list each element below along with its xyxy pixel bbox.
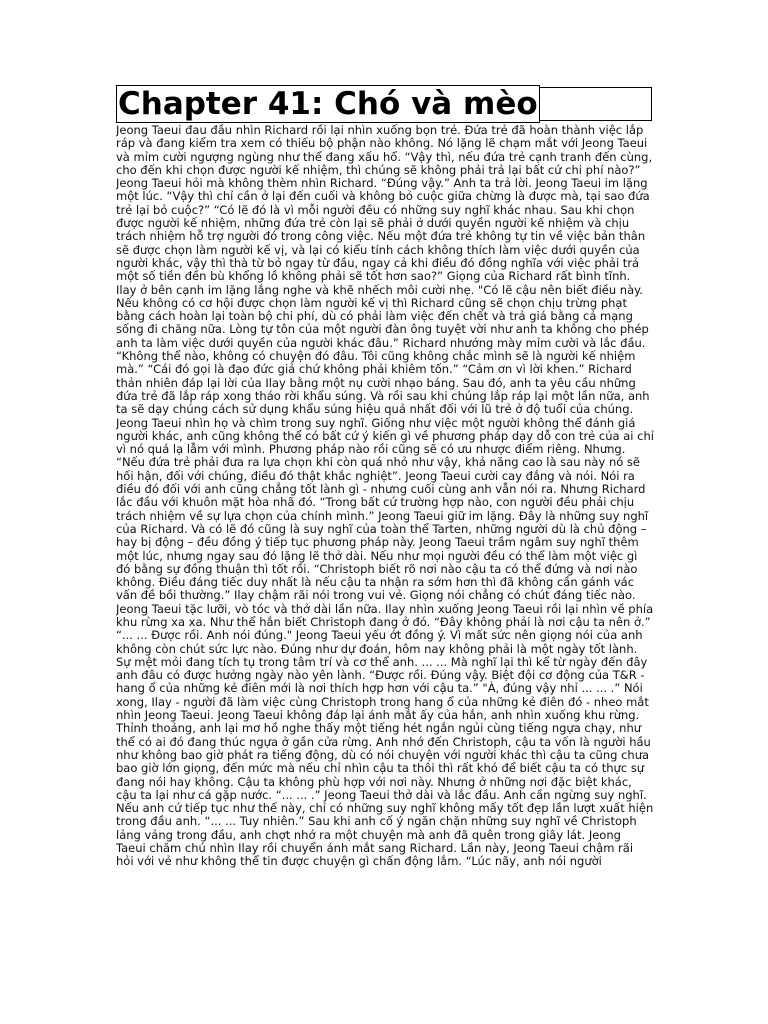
chapter-body-text: Jeong Taeui đau đầu nhìn Richard rồi lại nhìn xuống bọn trẻ. Đứa trẻ đã hoàn thành việc lắp ráp và đang kiểm tra xem có thiếu bộ phận nào không. Nó lặng lẽ chạm mắt với Jeong Taeui và mỉm cười ngượng ngùng như thể đang xấu hổ. “Vậy thì, nếu đứa trẻ cạnh tranh đến cùng, cho đến khi chọn được người kế nhiệm, thì chúng sẽ không phải trả lại bất cứ chi phí nào?” Jeong Taeui hỏi mà không thèm nhìn Richard. “Đúng vậy.” Anh ta trả lời. Jeong Taeui im lặng một lúc. “Vậy thì chỉ cần ở lại đến cuối và không bỏ cuộc giữa chừng là được mà, tại sao đứa trẻ lại bỏ cuộc?” “Có lẽ đó là vì mỗi người đều có những suy nghĩ khác nhau. Sau khi chọn được người kế nhiệm, những đứa trẻ còn lại sẽ phải ở dưới quyền người kế nhiệm và chịu trách nhiệm hỗ trợ người đó trong công việc. Nếu một đứa trẻ không tự tin về việc bản thân sẽ được chọn làm người kế vị, và lại có kiểu tính cách không thích làm việc dưới quyền của người khác, vậy thì thà từ bỏ ngay từ đầu, ngay cả khi điều đó đồng nghĩa với việc phải trả một số tiền đền bù khổng lồ không phải sẽ tốt hơn sao?” Giọng của Richard rất bình tĩnh. Ilay ở bên cạnh im lặng lắng nghe và khẽ nhếch môi cười nhẹ. "Có lẽ cậu nên biết điều này. Nếu không có cơ hội được chọn làm người kế vị thì Richard cũng sẽ chọn chịu trừng phạt bằng cách hoàn lại toàn bộ chi phí, dù có phải làm việc đến chết và trả giá bằng cả mạng sống đi chăng nữa. Lòng tự tôn của một người đàn ông tuyệt vời như anh ta không cho phép anh ta làm việc dưới quyền của người khác đâu.” Richard nhướng mày mỉm cười và lắc đầu. “Không thể nào, không có chuyện đó đâu. Tôi cũng không chắc mình sẽ là người kế nhiệm mà.” “Cái đó gọi là đạo đức giả chứ không phải khiêm tốn.” “Cảm ơn vì lời khen.” Richard thản nhiên đáp lại lời của Ilay bằng một nụ cười nhạo báng. Sau đó, anh ta yêu cầu những đứa trẻ đã lắp ráp xong tháo rời khẩu súng. Và rồi sau khi chúng lắp ráp lại một lần nữa, anh ta sẽ dạy chúng cách sử dụng khẩu súng hiệu quả nhất đối với lũ trẻ ở độ tuổi của chúng. Jeong Taeui nhìn họ và chìm trong suy nghĩ. Giống như việc một người không thể đánh giá người khác, anh cũng không thể có bất cứ ý kiến gì về phương pháp dạy dỗ con trẻ của ai chỉ vì nó quá lạ lẫm với mình. Phương pháp nào rồi cũng sẽ có ưu nhược điểm riêng. Nhưng. “Nếu đứa trẻ phải đưa ra lựa chọn khi còn quá nhỏ như vậy, khả năng cao là sau này nó sẽ hối hận, đối với chúng, điều đó thật khắc nghiệt”. Jeong Taeui cười cay đắng và nói. Nói ra điều đó đối với anh cũng chẳng tốt lành gì - nhưng cuối cùng anh vẫn nói ra. Nhưng Richard lắc đầu với khuôn mặt hòa nhã đó. “Trong bất cứ trường hợp nào, con người đều phải chịu trách nhiệm về sự lựa chọn của chính mình.” Jeong Taeui giữ im lặng. Đây là những suy nghĩ của Richard. Và có lẽ đó cũng là suy nghĩ của toàn thể Tarten, những người dù là chủ động – hay bị động – đều đồng ý tiếp tục phương pháp này. Jeong Taeui trầm ngâm suy nghĩ thêm một lúc, nhưng ngay sau đó lặng lẽ thở dài. Nếu như mọi người đều có thể làm một việc gì đó bằng sự đồng thuận thì tốt rồi. “Christoph biết rõ nơi nào cậu ta có thể đứng và nơi nào không. Điều đáng tiếc duy nhất là nếu cậu ta nhận ra sớm hơn thì đã không cần gánh vác vấn đề bồi thường.” Ilay chậm rãi nói trong vui vẻ. Giọng nói chẳng có chút đáng tiếc nào. Jeong Taeui tặc lưỡi, vò tóc và thở dài lần nữa. Ilay nhìn xuống Jeong Taeui rồi lại nhìn về phía khu rừng xa xa. Như thể hắn biết Christoph đang ở đó. “Đây không phải là nơi cậu ta nên ở.” “... ... Được rồi. Anh nói đúng." Jeong Taeui yếu ớt đồng ý. Vì mất sức nên giọng nói của anh không còn chút sức lực nào. Đúng như dự đoán, hôm nay không phải là một ngày tốt lành. Sự mệt mỏi đang tích tụ trong tâm trí và cơ thể anh. ... ... Mà nghĩ lại thì kể từ ngày đến đây anh đâu có được hưởng ngày nào yên lành. “Được rồi. Đúng vậy. Biệt đội cơ động của T&R - hang ổ của những kẻ điên mới là nơi thích hợp hơn với cậu ta.” "À, đúng vậy nhỉ ... ... .” Nói xong, Ilay - người đã làm việc cùng Christoph trong hang ổ của những kẻ điên đó - nheo mắt nhìn Jeong Taeui. Jeong Taeui không đáp lại ánh mắt ấy của hắn, anh nhìn xuống khu rừng. Thỉnh thoảng, anh lại mơ hồ nghe thấy một tiếng hét ngắn ngủi cùng tiếng ngựa chạy, như thể có ai đó đang thúc ngựa ở gần cửa rừng. Anh nhớ đến Christoph, cậu ta vốn là người hầu như không bao giờ phát ra tiếng động, dù có nói chuyện với người khác thì cậu ta cũng chưa bao giờ lớn giọng, đến mức mà nếu chỉ nhìn cậu ta thôi thì rất khó để biết cậu ta có thực sự đang nói hay không. Cậu ta không phù hợp với nơi này. Nhưng ở những nơi đặc biệt khác, cậu ta lại như cá gặp nước. “... ... .” Jeong Taeui thở dài và lắc đầu. Anh cần ngừng suy nghĩ. Nếu anh cứ tiếp tục như thế này, chỉ có những suy nghĩ không mấy tốt đẹp lần lượt xuất hiện trong đầu anh. “... ... Tuy nhiên.” Sau khi anh cố ý ngăn chặn những suy nghĩ về Christoph lảng vảng trong đầu, anh chợt nhớ ra một chuyện mà anh đã quên trong giây lát. Jeong Taeui chăm chú nhìn Ilay rồi chuyển ánh mắt sang Richard. Lần này, Jeong Taeui chậm rãi hỏi với vẻ như không thể tin được chuyện gì chấn động lắm. “Lúc nãy, anh nói người <box>116 124 654 869</box>
chapter-title: Chapter 41: Chó và mèo <box>118 86 538 122</box>
